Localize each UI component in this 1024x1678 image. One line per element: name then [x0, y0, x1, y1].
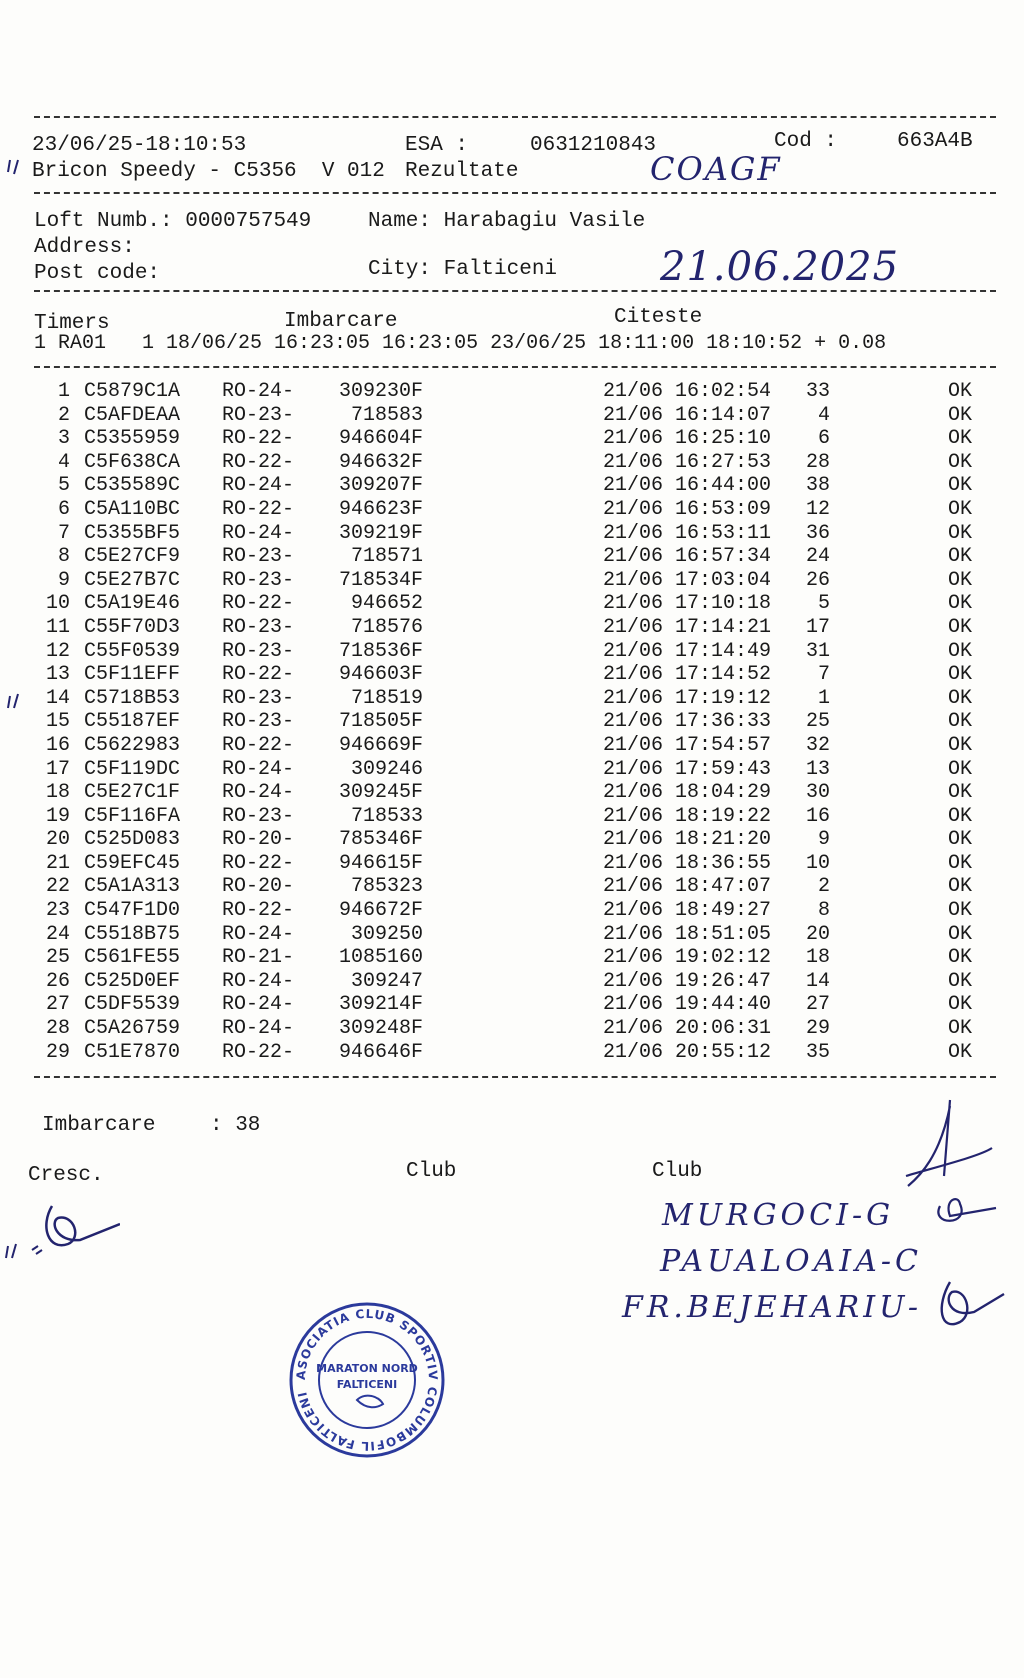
row-index: 21: [45, 851, 70, 875]
arrival-time: 21/06 16:14:07: [603, 403, 772, 427]
ring-number: 946604F: [338, 427, 423, 451]
ring-series: RO-24-: [222, 969, 295, 993]
row-index: 10: [45, 592, 70, 616]
status: OK: [948, 427, 973, 451]
row-index: 27: [45, 993, 70, 1017]
status: OK: [948, 804, 973, 828]
row-index: 12: [45, 639, 70, 663]
ring-series: RO-24-: [222, 380, 295, 403]
chip-id: C5A1A313: [84, 875, 181, 899]
position: 33: [805, 380, 830, 403]
chip-id: C5F119DC: [84, 757, 181, 781]
ring-number: 946652: [350, 592, 423, 616]
position: 1: [817, 686, 830, 710]
row-index: 19: [45, 804, 70, 828]
chip-id: C5E27C1F: [84, 781, 181, 805]
loft-number: Loft Numb.: 0000757549: [34, 210, 312, 233]
status: OK: [948, 781, 973, 805]
ring-series: RO-23-: [222, 804, 295, 828]
position: 17: [805, 615, 830, 639]
position: 28: [805, 450, 830, 474]
ring-series: RO-22-: [222, 497, 295, 521]
result-row: [0, 805, 1024, 829]
chip-id: C547F1D0: [84, 899, 181, 923]
arrival-time: 21/06 18:36:55: [603, 851, 772, 875]
chip-id: C5718B53: [84, 686, 181, 710]
result-row: [0, 781, 1024, 805]
chip-id: C561FE55: [84, 946, 181, 970]
status: OK: [948, 733, 973, 757]
ring-series: RO-24-: [222, 474, 295, 498]
ring-series: RO-21-: [222, 946, 295, 970]
ring-number: 718583: [350, 403, 423, 427]
row-index: 11: [45, 615, 70, 639]
result-row: [0, 1041, 1024, 1065]
ring-series: RO-24-: [222, 922, 295, 946]
pigeon-icon: [357, 1396, 383, 1408]
status: OK: [948, 639, 973, 663]
row-index: 23: [45, 899, 70, 923]
arrival-time: 21/06 16:02:54: [603, 380, 772, 403]
status: OK: [948, 403, 973, 427]
ring-series: RO-23-: [222, 403, 295, 427]
chip-id: C5355BF5: [84, 521, 181, 545]
status: OK: [948, 615, 973, 639]
row-index: 13: [45, 663, 70, 687]
chip-id: C5F116FA: [84, 804, 181, 828]
ring-number: 785346F: [338, 828, 423, 852]
ring-number: 718571: [350, 545, 423, 569]
signature-club-icon: [900, 1096, 1010, 1246]
handwritten-name: COAGF: [650, 150, 782, 188]
chip-id: C55187EF: [84, 710, 181, 734]
result-row: [0, 427, 1024, 451]
chip-id: C5E27B7C: [84, 568, 181, 592]
ring-series: RO-20-: [222, 875, 295, 899]
cresc-label: Cresc.: [28, 1164, 104, 1187]
ring-number: 1085160: [338, 946, 423, 970]
results-list: [0, 380, 1024, 1064]
ring-series: RO-22-: [222, 450, 295, 474]
cod-label: Cod :: [774, 130, 838, 153]
position: 14: [805, 969, 830, 993]
handwritten-date: 21.06.2025: [660, 244, 900, 290]
row-index: 29: [45, 1040, 70, 1064]
row-index: 28: [45, 1017, 70, 1041]
imbarcare-label: Imbarcare: [284, 310, 398, 333]
chip-id: C5AFDEAA: [84, 403, 181, 427]
esa-label: ESA :: [405, 134, 469, 157]
result-row: [0, 616, 1024, 640]
club-label: Club: [406, 1160, 457, 1183]
imbarcare-total-label: Imbarcare: [42, 1114, 156, 1137]
row-index: 4: [57, 450, 70, 474]
result-row: [0, 592, 1024, 616]
esa-value: 0631210843: [530, 134, 657, 157]
position: 9: [817, 828, 830, 852]
ring-series: RO-23-: [222, 639, 295, 663]
device-name: Bricon Speedy - C5356 V 012: [32, 160, 385, 183]
chip-id: C525D0EF: [84, 969, 181, 993]
chip-id: C5E27CF9: [84, 545, 181, 569]
signature-member-icon: [930, 1270, 1010, 1340]
position: 31: [805, 639, 830, 663]
row-index: 5: [57, 474, 70, 498]
position: 29: [805, 1017, 830, 1041]
print-datetime: 23/06/25-18:10:53: [32, 134, 247, 157]
divider: [34, 1076, 996, 1078]
ring-number: 718576: [350, 615, 423, 639]
row-index: 17: [45, 757, 70, 781]
arrival-time: 21/06 18:49:27: [603, 899, 772, 923]
ring-number: 946632F: [338, 450, 423, 474]
pen-mark-icon: [2, 1240, 32, 1266]
ring-number: 309246: [350, 757, 423, 781]
status: OK: [948, 1017, 973, 1041]
row-index: 14: [45, 686, 70, 710]
ring-number: 946615F: [338, 851, 423, 875]
ring-series: RO-22-: [222, 733, 295, 757]
ring-number: 946669F: [338, 733, 423, 757]
ring-number: 718519: [350, 686, 423, 710]
status: OK: [948, 450, 973, 474]
row-index: 2: [57, 403, 70, 427]
result-row: [0, 923, 1024, 947]
handwritten-member: PAUALOAIA-C: [660, 1244, 922, 1279]
status: OK: [948, 710, 973, 734]
arrival-time: 21/06 17:59:43: [603, 757, 772, 781]
result-row: [0, 687, 1024, 711]
row-index: 15: [45, 710, 70, 734]
row-index: 7: [57, 521, 70, 545]
row-index: 8: [57, 545, 70, 569]
report-type: Rezultate: [405, 160, 519, 183]
stamp-center-text: FALTICENI: [336, 1378, 398, 1391]
arrival-time: 21/06 20:06:31: [603, 1017, 772, 1041]
position: 24: [805, 545, 830, 569]
status: OK: [948, 521, 973, 545]
result-row: [0, 380, 1024, 404]
ring-number: 718536F: [338, 639, 423, 663]
position: 26: [805, 568, 830, 592]
status: OK: [948, 497, 973, 521]
arrival-time: 21/06 18:04:29: [603, 781, 772, 805]
result-row: [0, 710, 1024, 734]
signature-cresc-icon: [30, 1196, 120, 1266]
ring-number: 718505F: [338, 710, 423, 734]
chip-id: C5622983: [84, 733, 181, 757]
chip-id: C5F638CA: [84, 450, 181, 474]
row-index: 20: [45, 828, 70, 852]
imbarcare-total-value: : 38: [210, 1114, 261, 1137]
club-label: Club: [652, 1160, 703, 1183]
status: OK: [948, 875, 973, 899]
position: 6: [817, 427, 830, 451]
status: OK: [948, 474, 973, 498]
chip-id: C55F0539: [84, 639, 181, 663]
ring-number: 946646F: [338, 1040, 423, 1064]
cod-value: 663A4B: [897, 130, 973, 153]
position: 13: [805, 757, 830, 781]
row-index: 22: [45, 875, 70, 899]
city: City: Falticeni: [368, 258, 558, 281]
ring-series: RO-20-: [222, 828, 295, 852]
row-index: 26: [45, 969, 70, 993]
result-row: [0, 522, 1024, 546]
arrival-time: 21/06 17:03:04: [603, 568, 772, 592]
status: OK: [948, 686, 973, 710]
ring-number: 309250: [350, 922, 423, 946]
address-label: Address:: [34, 236, 135, 259]
position: 38: [805, 474, 830, 498]
arrival-time: 21/06 17:14:52: [603, 663, 772, 687]
result-row: [0, 734, 1024, 758]
pen-mark-icon: [4, 690, 34, 716]
ring-number: 309230F: [338, 380, 423, 403]
postcode-label: Post code:: [34, 262, 161, 285]
stamp-ring-text: ASOCIATIA CLUB SPORTIV COLUMBOFIL FALTICENI: [293, 1306, 441, 1454]
timer-line: 1 RA01 1 18/06/25 16:23:05 16:23:05 23/06/25 18:11:00 18:10:52 + 0.08: [34, 332, 887, 355]
ring-series: RO-24-: [222, 757, 295, 781]
ring-series: RO-23-: [222, 686, 295, 710]
pen-mark-icon: [4, 156, 34, 182]
position: 10: [805, 851, 830, 875]
row-index: 6: [57, 497, 70, 521]
position: 2: [817, 875, 830, 899]
result-row: [0, 970, 1024, 994]
ring-series: RO-23-: [222, 545, 295, 569]
divider: [34, 116, 996, 118]
ring-number: 785323: [350, 875, 423, 899]
position: 27: [805, 993, 830, 1017]
status: OK: [948, 899, 973, 923]
position: 12: [805, 497, 830, 521]
chip-id: C5A26759: [84, 1017, 181, 1041]
status: OK: [948, 592, 973, 616]
ring-number: 946623F: [338, 497, 423, 521]
chip-id: C5355959: [84, 427, 181, 451]
position: 7: [817, 663, 830, 687]
ring-number: 309207F: [338, 474, 423, 498]
arrival-time: 21/06 17:36:33: [603, 710, 772, 734]
row-index: 24: [45, 922, 70, 946]
arrival-time: 21/06 19:02:12: [603, 946, 772, 970]
arrival-time: 21/06 16:25:10: [603, 427, 772, 451]
fancier-name: Name: Harabagiu Vasile: [368, 210, 646, 233]
arrival-time: 21/06 17:10:18: [603, 592, 772, 616]
row-index: 3: [57, 427, 70, 451]
ring-series: RO-24-: [222, 781, 295, 805]
arrival-time: 21/06 16:53:09: [603, 497, 772, 521]
handwritten-member: FR.BEJEHARIU-: [622, 1290, 922, 1325]
ring-series: RO-22-: [222, 427, 295, 451]
arrival-time: 21/06 18:19:22: [603, 804, 772, 828]
chip-id: C5879C1A: [84, 380, 181, 403]
status: OK: [948, 380, 973, 403]
ring-number: 309245F: [338, 781, 423, 805]
position: 18: [805, 946, 830, 970]
chip-id: C5DF5539: [84, 993, 181, 1017]
chip-id: C59EFC45: [84, 851, 181, 875]
chip-id: C55F70D3: [84, 615, 181, 639]
ring-series: RO-24-: [222, 1017, 295, 1041]
stamp-center-text: MARATON NORD: [316, 1362, 418, 1375]
status: OK: [948, 969, 973, 993]
position: 20: [805, 922, 830, 946]
status: OK: [948, 922, 973, 946]
ring-number: 309248F: [338, 1017, 423, 1041]
result-row: [0, 875, 1024, 899]
ring-series: RO-22-: [222, 663, 295, 687]
chip-id: C5A19E46: [84, 592, 181, 616]
result-row: [0, 545, 1024, 569]
arrival-time: 21/06 18:51:05: [603, 922, 772, 946]
ring-series: RO-24-: [222, 521, 295, 545]
position: 30: [805, 781, 830, 805]
ring-series: RO-22-: [222, 1040, 295, 1064]
arrival-time: 21/06 19:26:47: [603, 969, 772, 993]
ring-number: 309219F: [338, 521, 423, 545]
ring-number: 718534F: [338, 568, 423, 592]
position: 35: [805, 1040, 830, 1064]
row-index: 25: [45, 946, 70, 970]
ring-number: 946603F: [338, 663, 423, 687]
result-row: [0, 899, 1024, 923]
position: 16: [805, 804, 830, 828]
arrival-time: 21/06 17:14:49: [603, 639, 772, 663]
arrival-time: 21/06 16:57:34: [603, 545, 772, 569]
position: 25: [805, 710, 830, 734]
arrival-time: 21/06 18:21:20: [603, 828, 772, 852]
arrival-time: 21/06 16:44:00: [603, 474, 772, 498]
status: OK: [948, 946, 973, 970]
status: OK: [948, 663, 973, 687]
arrival-time: 21/06 16:53:11: [603, 521, 772, 545]
ring-series: RO-22-: [222, 592, 295, 616]
row-index: 1: [57, 380, 70, 403]
position: 8: [817, 899, 830, 923]
result-row: [0, 852, 1024, 876]
ring-number: 718533: [350, 804, 423, 828]
position: 5: [817, 592, 830, 616]
arrival-time: 21/06 16:27:53: [603, 450, 772, 474]
status: OK: [948, 828, 973, 852]
citeste-label: Citeste: [614, 306, 703, 329]
status: OK: [948, 757, 973, 781]
ring-series: RO-22-: [222, 851, 295, 875]
result-row: [0, 640, 1024, 664]
divider: [34, 366, 996, 368]
row-index: 18: [45, 781, 70, 805]
result-row: [0, 663, 1024, 687]
ring-number: 309214F: [338, 993, 423, 1017]
status: OK: [948, 545, 973, 569]
status: OK: [948, 1040, 973, 1064]
ring-number: 309247: [350, 969, 423, 993]
timers-label: Timers: [34, 312, 110, 335]
chip-id: C525D083: [84, 828, 181, 852]
arrival-time: 21/06 19:44:40: [603, 993, 772, 1017]
result-row: [0, 828, 1024, 852]
position: 4: [817, 403, 830, 427]
divider: [34, 192, 996, 194]
result-row: [0, 758, 1024, 782]
result-row: [0, 498, 1024, 522]
ring-number: 946672F: [338, 899, 423, 923]
chip-id: C5F11EFF: [84, 663, 181, 687]
status: OK: [948, 568, 973, 592]
status: OK: [948, 851, 973, 875]
divider: [34, 290, 996, 292]
status: OK: [948, 993, 973, 1017]
position: 32: [805, 733, 830, 757]
ring-series: RO-24-: [222, 993, 295, 1017]
ring-series: RO-23-: [222, 710, 295, 734]
arrival-time: 21/06 17:19:12: [603, 686, 772, 710]
arrival-time: 21/06 20:55:12: [603, 1040, 772, 1064]
result-row: [0, 451, 1024, 475]
arrival-time: 21/06 18:47:07: [603, 875, 772, 899]
result-row: [0, 1017, 1024, 1041]
position: 36: [805, 521, 830, 545]
row-index: 16: [45, 733, 70, 757]
chip-id: C51E7870: [84, 1040, 181, 1064]
chip-id: C5A110BC: [84, 497, 181, 521]
arrival-time: 21/06 17:54:57: [603, 733, 772, 757]
handwritten-member: MURGOCI-G: [662, 1198, 895, 1233]
arrival-time: 21/06 17:14:21: [603, 615, 772, 639]
club-stamp: [287, 1300, 447, 1460]
result-row: [0, 993, 1024, 1017]
result-row: [0, 404, 1024, 428]
result-row: [0, 946, 1024, 970]
chip-id: C5518B75: [84, 922, 181, 946]
ring-series: RO-23-: [222, 615, 295, 639]
result-row: [0, 569, 1024, 593]
ring-series: RO-22-: [222, 899, 295, 923]
row-index: 9: [57, 568, 70, 592]
result-row: [0, 474, 1024, 498]
chip-id: C535589C: [84, 474, 181, 498]
ring-series: RO-23-: [222, 568, 295, 592]
